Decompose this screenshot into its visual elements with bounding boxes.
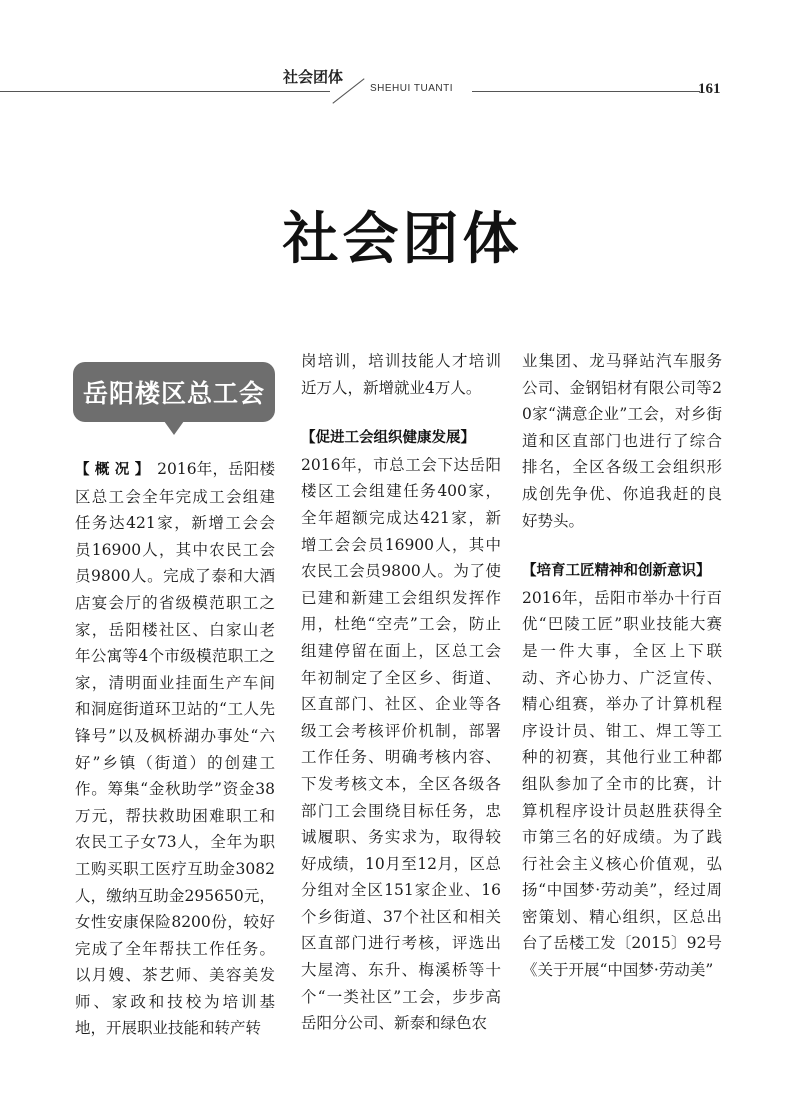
text-column-2 [301, 348, 501, 1037]
promote-text-continued: 业集团、龙马驿站汽车服务公司、金钢铝材有限公司等20家“满意企业”工会，对乡街道和区直部门也进行了综合排名，全区各级工会组织形成创先争优、你追我赶的良好势头。 [522, 352, 722, 530]
overview-heading: 【 概 况 】 [75, 462, 150, 478]
craft-heading: 【培育工匠精神和创新意识】 [522, 563, 711, 580]
craft-text: 2016年，岳阳市举办十行百优“巴陵工匠”职业技能大赛是一件大事，全区上下联动、齐心协力、广泛宣传、精心组赛，举办了计算机程序设计员、钳工、焊工等工种的初赛，其他行业工种都组队参加了全市的比赛，计算机程序设计员赵胜获得全市第三名的好成绩。为了践行社会主义核心价值观，弘扬“中国梦·劳动美”，经过周密策划、精心组织，区总出台了岳楼工发〔2015〕92号《关于开展“中国梦·劳动美” [522, 588, 722, 980]
text-column-3 [522, 348, 722, 984]
promote-text: 2016年，市总工会下达岳阳楼区工会组建任务400家，全年超额完成达421家，新增工会会员16900人，其中农民工会员9800人。为了使已建和新建工会组织发挥作用，杜绝“空壳”工会，防止组建停留在面上，区总工会年初制定了全区乡、街道、区直部门、社区、企业等各级工会考核评价机制，部署工作任务、明确考核内容、下发考核文本，全区各级各部门工会围绕目标任务，忠诚履职、务实求为，取得较好成绩，10月至12月，区总分组对全区151家企业、16个乡街道、37个社区和相关区直部门进行考核，评选出大屋湾、东升、梅溪桥等十个“一类社区”工会，步步高岳阳分公司、新泰和绿色农 [301, 455, 501, 1033]
overview-paragraph-continued: 岗培训，培训技能人才培训近万人，新增就业4万人。 [301, 352, 501, 397]
header-rule-right [472, 91, 700, 92]
promote-heading: 【促进工会组织健康发展】 [301, 430, 475, 447]
section-title-badge: 岳阳楼区总工会 [73, 362, 275, 422]
chapter-title: 社会团体 [282, 206, 523, 272]
text-column-1 [75, 456, 275, 1042]
overview-paragraph [75, 456, 275, 1042]
header-rule-left [0, 91, 330, 92]
running-head-section-en: SHEHUI TUANTI [370, 83, 453, 94]
page-number: 161 [698, 81, 721, 97]
running-head [0, 0, 805, 110]
running-head-section-cn: 社会团体 [283, 68, 344, 86]
overview-text: 2016年，岳阳楼区总工会全年完成工会组建任务达421家，新增工会会员16900人，其中农民工会员9800人。完成了泰和大酒店宴会厅的省级模范职工之家，岳阳楼社区、白家山老年公寓等4个市级模范职工之家，清明面业挂面生产车间和洞庭街道环卫站的“工人先锋号”以及枫桥湖办事处“六好”乡镇（街道）的创建工作。筹集“金秋助学”资金38万元，帮扶救助困难职工和农民工子女73人，全年为职工购买职工医疗互助金3082人，缴纳互助金295650元，女性安康保险8200份，较好完成了全年帮扶工作任务。以月嫂、茶艺师、美容美发师、家政和技校为培训基地，开展职业技能和转产转 [75, 460, 275, 1038]
section-badge-pointer [164, 421, 184, 435]
